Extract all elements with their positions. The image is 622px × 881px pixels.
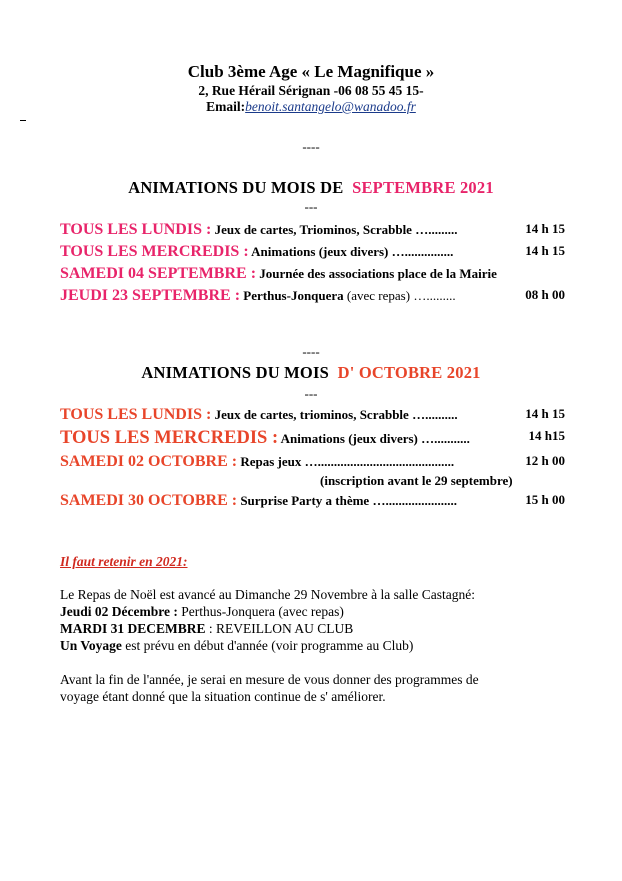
club-title: Club 3ème Age « Le Magnifique » bbox=[187, 62, 435, 81]
row-time: 12 h 00 bbox=[525, 453, 565, 468]
october-title-month: D' OCTOBRE 2021 bbox=[337, 363, 481, 382]
row-time: 14 h 15 bbox=[525, 406, 565, 421]
separator-mid: ---- bbox=[302, 344, 320, 359]
october-title bbox=[0, 363, 622, 383]
row-key: TOUS LES MERCREDIS : bbox=[60, 428, 279, 448]
separator-october: --- bbox=[304, 386, 318, 401]
notes-heading: Il faut retenir en 2021: bbox=[60, 554, 188, 569]
sept-row-jeudi bbox=[60, 287, 565, 305]
row-text: Journée des associations place de la Mairie bbox=[256, 266, 497, 281]
row-text: Animations (jeux divers) …........... bbox=[278, 431, 470, 446]
sept-row-lundis bbox=[60, 221, 565, 239]
row-key: TOUS LES LUNDIS : bbox=[60, 406, 212, 423]
row-key: SAMEDI 02 OCTOBRE : bbox=[60, 453, 238, 470]
separator-top: ---- bbox=[302, 139, 320, 154]
club-address: 2, Rue Hérail Sérignan -06 08 55 45 15- bbox=[198, 83, 424, 98]
club-email-line bbox=[0, 99, 622, 115]
notes-line-bold: Un Voyage bbox=[60, 638, 122, 653]
notes-paragraph-line-2: voyage étant donné que la situation continue de s' améliorer. bbox=[60, 689, 386, 704]
notes-line-voyage bbox=[60, 638, 413, 654]
september-title-prefix: ANIMATIONS DU MOIS DE bbox=[128, 178, 344, 197]
notes-line-repas: Le Repas de Noël est avancé au Dimanche 29 Novembre à la salle Castagné: bbox=[60, 587, 475, 602]
sept-row-samedi bbox=[60, 265, 565, 283]
october-title-prefix: ANIMATIONS DU MOIS bbox=[141, 363, 329, 382]
margin-tick bbox=[20, 120, 26, 121]
row-time: 14 h15 bbox=[528, 428, 565, 443]
row-key: SAMEDI 04 SEPTEMBRE : bbox=[60, 265, 257, 282]
sept-row-mercredis bbox=[60, 243, 565, 261]
row-time: 08 h 00 bbox=[525, 287, 565, 302]
notes-line-rest: : REVEILLON AU CLUB bbox=[205, 621, 354, 636]
email-link[interactable]: benoit.santangelo@wanadoo.fr bbox=[245, 99, 416, 114]
row-text: Animations (jeux divers) …............... bbox=[248, 244, 454, 259]
row-text: Jeux de cartes, Triominos, Scrabble …......... bbox=[211, 222, 458, 237]
notes-line-rest: Perthus-Jonquera (avec repas) bbox=[177, 604, 344, 619]
row-text-normal: (avec repas) …......... bbox=[343, 288, 456, 303]
row-key: TOUS LES LUNDIS : bbox=[60, 221, 212, 238]
notes-line-jeudi bbox=[60, 604, 344, 620]
row-text: Surprise Party a thème …...................... bbox=[237, 493, 457, 508]
row-text: Repas jeux ….......................................... bbox=[237, 454, 455, 469]
email-label: Email: bbox=[206, 99, 246, 114]
september-title-month: SEPTEMBRE 2021 bbox=[352, 178, 494, 197]
oct-row-samedi-02 bbox=[60, 453, 565, 471]
notes-line-bold: MARDI 31 DECEMBRE bbox=[60, 621, 206, 636]
row-text: Perthus-Jonquera bbox=[240, 288, 344, 303]
notes-line-bold: Jeudi 02 Décembre : bbox=[60, 604, 178, 619]
oct-row-samedi-30 bbox=[60, 492, 565, 510]
row-time: 14 h 15 bbox=[525, 221, 565, 236]
row-text: Jeux de cartes, triominos, Scrabble ….......... bbox=[211, 407, 458, 422]
row-key: SAMEDI 30 OCTOBRE : bbox=[60, 492, 238, 509]
oct-inscription-note: (inscription avant le 29 septembre) bbox=[320, 473, 513, 488]
notes-line-mardi bbox=[60, 621, 353, 637]
row-time: 15 h 00 bbox=[525, 492, 565, 507]
oct-row-lundis bbox=[60, 406, 565, 424]
notes-paragraph-line-1: Avant la fin de l'année, je serai en mesure de vous donner des programmes de bbox=[60, 672, 479, 687]
notes-line-rest: est prévu en début d'année (voir programme au Club) bbox=[121, 638, 414, 653]
row-time: 14 h 15 bbox=[525, 243, 565, 258]
row-key: TOUS LES MERCREDIS : bbox=[60, 243, 249, 260]
oct-row-mercredis bbox=[60, 428, 565, 449]
september-title bbox=[0, 178, 622, 198]
row-key: JEUDI 23 SEPTEMBRE : bbox=[60, 287, 241, 304]
separator-september: --- bbox=[304, 199, 318, 214]
